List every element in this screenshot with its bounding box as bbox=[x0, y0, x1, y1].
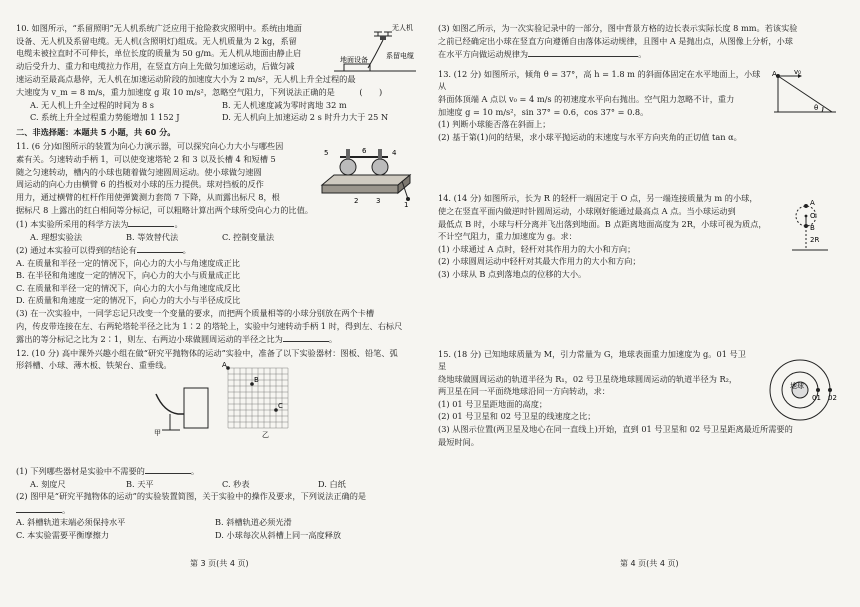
q12-sub1: (1) 下列哪些器材是实验中不需要的 。 bbox=[16, 466, 200, 477]
option-d: D. 白纸 bbox=[318, 478, 346, 489]
q10-options-row bbox=[16, 111, 414, 124]
option-a: A. 刻度尺 bbox=[30, 478, 66, 489]
q11-apparatus-figure bbox=[318, 145, 414, 207]
q11-line: 11. (6 分)如图所示的装置为向心力演示器，可以探究向心力大小与哪些因 bbox=[16, 141, 284, 152]
q10-line: 电缆未被拉直时不可伸长，单位长度的质量为 50 g/m。无人机从地面由静止启 bbox=[16, 48, 302, 59]
fig-label: 02 bbox=[828, 394, 837, 402]
option-d: D. 小球每次从斜槽上同一高度释放 bbox=[215, 530, 342, 540]
q13-line: 加速度 g = 10 m/s²，sin 37° = 0.6，cos 37° = 0.8。 bbox=[438, 106, 649, 117]
page-3 bbox=[16, 22, 414, 543]
option-b: B. 斜槽轨道必须光滑 bbox=[215, 517, 292, 528]
q11-sub3-line: 露出的等分标记之比为 2∶1，则左、右两边小球做圆周运动的半径之比为 。 bbox=[16, 334, 338, 345]
q10-line: 动后受升力、重力和电缆拉力作用，在竖直方向上先做匀加速运动，后做匀减 bbox=[16, 60, 295, 71]
option-a: A. 斜槽轨道末端必须保持水平 bbox=[16, 517, 126, 528]
fig-label: θ bbox=[814, 104, 819, 112]
answer-blank bbox=[528, 47, 638, 57]
q10-options-row bbox=[16, 99, 414, 112]
q14-line: 不计空气阻力，重力加速度为 g。求： bbox=[438, 231, 577, 242]
option-a: A. 理想实验法 bbox=[30, 231, 83, 242]
question-10 bbox=[16, 22, 334, 72]
q15-sub: (1) 01 号卫星距地面的高度； bbox=[438, 398, 548, 409]
page-footer-left: 第 3 页(共 4 页) bbox=[190, 559, 249, 568]
q14-sub: (1) 小球通过 A 点时，轻杆对其作用力的大小和方向； bbox=[438, 243, 636, 254]
option-c: C. 控制变量法 bbox=[222, 231, 275, 242]
answer-blank bbox=[128, 217, 174, 227]
q15-line: 两卫星在同一平面绕地球沿同一方向转动，求： bbox=[438, 386, 610, 397]
fig-label: 无人机 bbox=[392, 24, 413, 32]
answer-blank bbox=[16, 503, 62, 513]
q15-sub: (3) 从图示位置(两卫星及地心在同一直线上)开始，直到 01 号卫星和 02 号卫星距离最近所需要的 bbox=[438, 424, 793, 435]
fig-label: B bbox=[810, 224, 815, 232]
q14-rod-figure bbox=[788, 198, 832, 254]
svg-text:2: 2 bbox=[354, 197, 359, 205]
fig-label: 地面设备 bbox=[340, 56, 368, 64]
question-12 bbox=[16, 347, 414, 542]
q11-sub3-line: 内，传皮带连接在左、右两轮塔轮半径之比为 1∶2 的塔轮上，实验中匀速转动手柄 1 时，得到左、右标尺 bbox=[16, 320, 403, 331]
q15-sub: 最短时间。 bbox=[438, 436, 479, 447]
fig-label: 01 bbox=[812, 394, 821, 402]
q13-line: 斜面体顶端 A 点以 v₀ = 4 m/s 的初速度水平向右抛出。空气阻力忽略不计，重力 bbox=[438, 93, 735, 104]
answer-blank bbox=[283, 332, 329, 342]
option-c: C. 在质量和半径一定的情况下，向心力的大小与角速度成反比 bbox=[16, 282, 241, 293]
q12-sub2: (2) 图甲是“研究平抛物体的运动”的实验装置简图，关于实验中的操作及要求，下列说法正确的是 bbox=[16, 491, 367, 502]
q11-sub2: (2) 通过本实验可以得到的结论有 。 bbox=[16, 245, 191, 256]
q10-line: 大速度为 v_m = 8 m/s，重力加速度 g 取 10 m/s²，忽略空气阻力，下列说法正确的是 ( ) bbox=[16, 86, 383, 97]
grid-label: B bbox=[254, 376, 259, 384]
answer-blank bbox=[145, 464, 191, 474]
q12-setup-figure-jia bbox=[150, 374, 214, 436]
fig-label: 2R bbox=[810, 236, 820, 244]
q14-line: 最低点 B 时，小球与杆分离并飞出落到地面。B 点距离地面高度为 2R，小球可视为质点， bbox=[438, 218, 767, 229]
q11-line: 据标尺 8 上露出的红白相间等分标记，可以粗略计算出两个球所受向心力的比值。 bbox=[16, 205, 313, 216]
fig-label-yi: 乙 bbox=[262, 431, 269, 438]
answer-blank bbox=[137, 243, 183, 253]
question-12-part3 bbox=[438, 22, 842, 61]
question-11-cont bbox=[16, 204, 414, 346]
q11-sub1: (1) 本实验所采用的科学方法为 。 bbox=[16, 218, 183, 229]
option-d: D. 在质量和角速度一定的情况下，向心力的大小与半径成反比 bbox=[16, 295, 241, 306]
fig-label-jia: 甲 bbox=[154, 429, 161, 436]
q12-figure-space bbox=[16, 372, 414, 464]
q12-sub3-line: 之前已经确定出小球在竖直方向遵循自由落体运动规律，且图中 A 是抛出点，从图像上分析，小球 bbox=[438, 35, 793, 46]
question-10-cont bbox=[16, 73, 414, 123]
option-b: B. 在半径和角速度一定的情况下，向心力的大小与质量成正比 bbox=[16, 270, 241, 281]
q12-line: 形斜槽、小球、薄木板、铁架台、重垂线。 bbox=[16, 360, 172, 371]
q14-line: 使之在竖直平面内做逆时针圆周运动，小球刚好能通过最高点 A 点。当小球运动到 bbox=[438, 205, 736, 216]
q11-line: 素有关。匀速转动手柄 1，可以使变速塔轮 2 和 3 以及长槽 4 和短槽 5 bbox=[16, 153, 276, 164]
q10-option-c: C. 系统上升全过程重力势能增加 1 152 J bbox=[30, 112, 180, 123]
q12-sub2-options bbox=[16, 516, 414, 529]
svg-text:1: 1 bbox=[404, 201, 409, 207]
fig-label: 地球 bbox=[790, 382, 804, 390]
q15-sub: (2) 01 号卫星和 02 号卫星的线速度之比； bbox=[438, 411, 596, 422]
q14-sub: (2) 小球圆周运动中轻杆对其最大作用力的大小和方向； bbox=[438, 256, 641, 267]
svg-text:6: 6 bbox=[362, 147, 367, 155]
q12-sub1-options bbox=[16, 478, 414, 491]
q15-line: 15. (18 分) 已知地球质量为 M，引力常量为 G，地球表面重力加速度为 g。01 号卫星 bbox=[438, 348, 746, 372]
q10-drone-figure bbox=[334, 24, 416, 74]
q11-line: 随之匀速转动，槽内的小球也随着做匀速圆周运动。使小球做匀速圆 bbox=[16, 166, 262, 177]
section-heading: 二、非选择题：本题共 5 小题，共 60 分。 bbox=[16, 126, 176, 137]
q13-sub: (2) 基于第(1)问的结果，求小球平抛运动的末速度与水平方向夹角的正切值 tan α。 bbox=[438, 131, 742, 142]
q11-line: 周运动的向心力由横臂 6 的挡板对小球的压力提供。球对挡板的反作 bbox=[16, 179, 264, 190]
q15-orbit-figure bbox=[752, 358, 848, 422]
svg-text:3: 3 bbox=[376, 197, 381, 205]
q10-option-d: D. 无人机向上加速运动 2 s 时升力大于 25 N bbox=[222, 112, 389, 123]
q10-line: 设备、无人机及系留电缆。无人机(含照明灯)组成。无人机质量为 2 kg，系留 bbox=[16, 35, 297, 46]
q10-line: 10. 如图所示，“系留照明”无人机系统广泛应用于抢险救灾照明中。系统由地面 bbox=[16, 23, 302, 33]
q11-sub3-line: (3) 在一次实验中，一同学忘记只改变一个变量的要求，而把两个质量相等的小球分别放在两个卡槽 bbox=[16, 308, 375, 319]
grid-label: C bbox=[278, 402, 283, 410]
q12-sub3-line: (3) 如图乙所示，为一次实验记录中的一部分，图中背景方格的边长表示实际长度 8 mm。若该实验 bbox=[438, 23, 798, 33]
q15-line: 绕地球做圆周运动的轨道半径为 R₁，02 号卫星绕地球圆周运动的轨道半径为 R₂， bbox=[438, 373, 738, 384]
question-14 bbox=[438, 192, 774, 280]
q12-grid-figure-yi bbox=[222, 362, 308, 438]
option-a: A. 在质量和半径一定的情况下，向心力的大小与角速度成正比 bbox=[16, 257, 240, 268]
option-b: B. 等效替代法 bbox=[126, 231, 179, 242]
q13-incline-figure bbox=[772, 70, 838, 118]
q11-sub1-options bbox=[16, 231, 414, 244]
q11-line: 用力，通过横臂的杠杆作用使弹簧测力套筒 7 下降，从而露出标尺 8，根 bbox=[16, 191, 280, 202]
q14-sub: (3) 小球从 B 点到落地点的位移的大小。 bbox=[438, 268, 587, 279]
fig-label: O bbox=[810, 212, 816, 220]
option-c: C. 秒表 bbox=[222, 478, 250, 489]
svg-text:5: 5 bbox=[324, 149, 329, 157]
q13-sub: (1) 判断小球能否落在斜面上； bbox=[438, 119, 551, 130]
q12-sub2-options bbox=[16, 529, 414, 542]
fig-label: v₀ bbox=[794, 70, 801, 76]
fig-label: 系留电缆 bbox=[386, 52, 414, 60]
q13-line: 13. (12 分) 如图所示，倾角 θ = 37°，高 h = 1.8 m 的斜面体固定在水平地面上，小球从 bbox=[438, 68, 761, 92]
question-15 bbox=[438, 348, 793, 449]
fig-label: A bbox=[810, 199, 815, 207]
q12-sub3-line: 在水平方向做运动规律为 。 bbox=[438, 49, 647, 60]
grid-label: A bbox=[222, 362, 227, 369]
question-11 bbox=[16, 140, 316, 203]
question-13 bbox=[438, 68, 768, 144]
option-b: B. 天平 bbox=[126, 478, 154, 489]
svg-text:4: 4 bbox=[392, 149, 397, 157]
q12-line: 12. (10 分) 高中课外兴趣小组在做“研究平抛物体的运动”实验中，准备了以下实验器材：图板、铅笔、弧 bbox=[16, 347, 398, 358]
option-c: C. 本实验需要平衡摩擦力 bbox=[16, 530, 110, 540]
q10-option-b: B. 无人机速度减为零时离地 32 m bbox=[222, 99, 347, 110]
q14-line: 14. (14 分) 如图所示，长为 R 的轻杆一端固定于 O 点，另一端连接质量为 m 的小球， bbox=[438, 193, 758, 204]
fig-label: A bbox=[772, 70, 777, 78]
q10-line: 速运动至最高点悬停，无人机在加速运动阶段的加速度大小为 2 m/s²，无人机上升全过程的最 bbox=[16, 74, 356, 85]
q12-sub2-blank: 。 bbox=[16, 503, 414, 517]
page-footer-right: 第 4 页(共 4 页) bbox=[620, 559, 679, 568]
q10-option-a: A. 无人机上升全过程的时间为 8 s bbox=[30, 99, 154, 110]
